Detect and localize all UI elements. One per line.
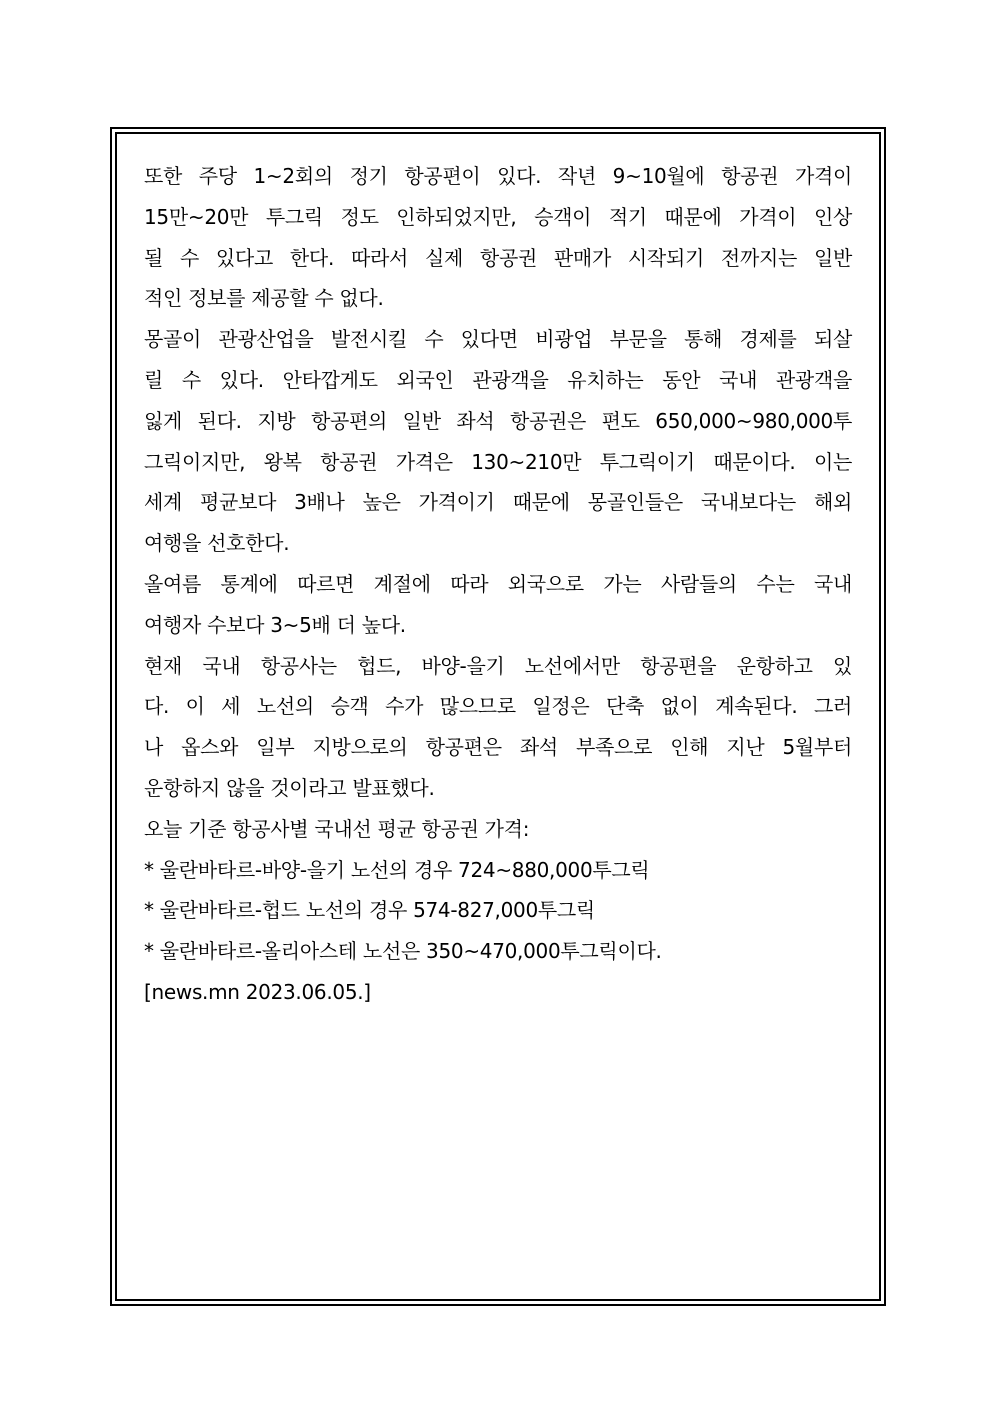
text-line: 또한 주당 1~2회의 정기 항공편이 있다. 작년 9~10월에 항공권 가격이	[144, 164, 852, 188]
text-line: 그릭이지만, 왕복 항공권 가격은 130~210만 투그릭이기 때문이다. 이는	[144, 449, 852, 474]
text-line: 현재 국내 항공사는 헙드, 바양-을기 노선에서만 항공편을 운항하고 있	[144, 653, 852, 678]
text-line: 잃게 된다. 지방 항공편의 일반 좌석 항공권은 편도 650,000~980,000투	[144, 408, 852, 433]
text-line: 운항하지 않을 것이라고 발표했다.	[144, 775, 435, 800]
source-citation: [news.mn 2023.06.05.]	[144, 979, 371, 1004]
text-line: 몽골이 관광산업을 발전시킬 수 있다면 비광업 부문을 통해 경제를 되살	[144, 327, 852, 352]
text-line: 오늘 기준 항공사별 국내선 평균 항공권 가격:	[144, 816, 530, 841]
text-line: 적인 정보를 제공할 수 없다.	[144, 286, 384, 311]
article-body	[144, 160, 852, 1017]
list-item: * 울란바타르-헙드 노선의 경우 574-827,000투그릭	[144, 898, 595, 923]
text-line: 15만~20만 투그릭 정도 인하되었지만, 승객이 적기 때문에 가격이 인상	[144, 204, 852, 229]
text-line: 다. 이 세 노선의 승객 수가 많으므로 일정은 단축 없이 계속된다. 그러	[144, 694, 852, 719]
list-item: * 울란바타르-바양-을기 노선의 경우 724~880,000투그릭	[144, 857, 650, 882]
list-item: * 울란바타르-올리아스테 노선은 350~470,000투그릭이다.	[144, 939, 662, 964]
text-line: 나 옵스와 일부 지방으로의 항공편은 좌석 부족으로 인해 지난 5월부터	[144, 735, 852, 760]
text-line: 여행을 선호한다.	[144, 531, 290, 556]
text-line: 될 수 있다고 한다. 따라서 실제 항공권 판매가 시작되기 전까지는 일반	[144, 245, 852, 270]
text-line: 세계 평균보다 3배나 높은 가격이기 때문에 몽골인들은 국내보다는 해외	[144, 490, 852, 515]
text-line: 릴 수 있다. 안타깝게도 외국인 관광객을 유치하는 동안 국내 관광객을	[144, 367, 852, 392]
text-line: 올여름 통계에 따르면 계절에 따라 외국으로 가는 사람들의 수는 국내	[144, 571, 852, 596]
text-line: 여행자 수보다 3~5배 더 높다.	[144, 612, 406, 637]
